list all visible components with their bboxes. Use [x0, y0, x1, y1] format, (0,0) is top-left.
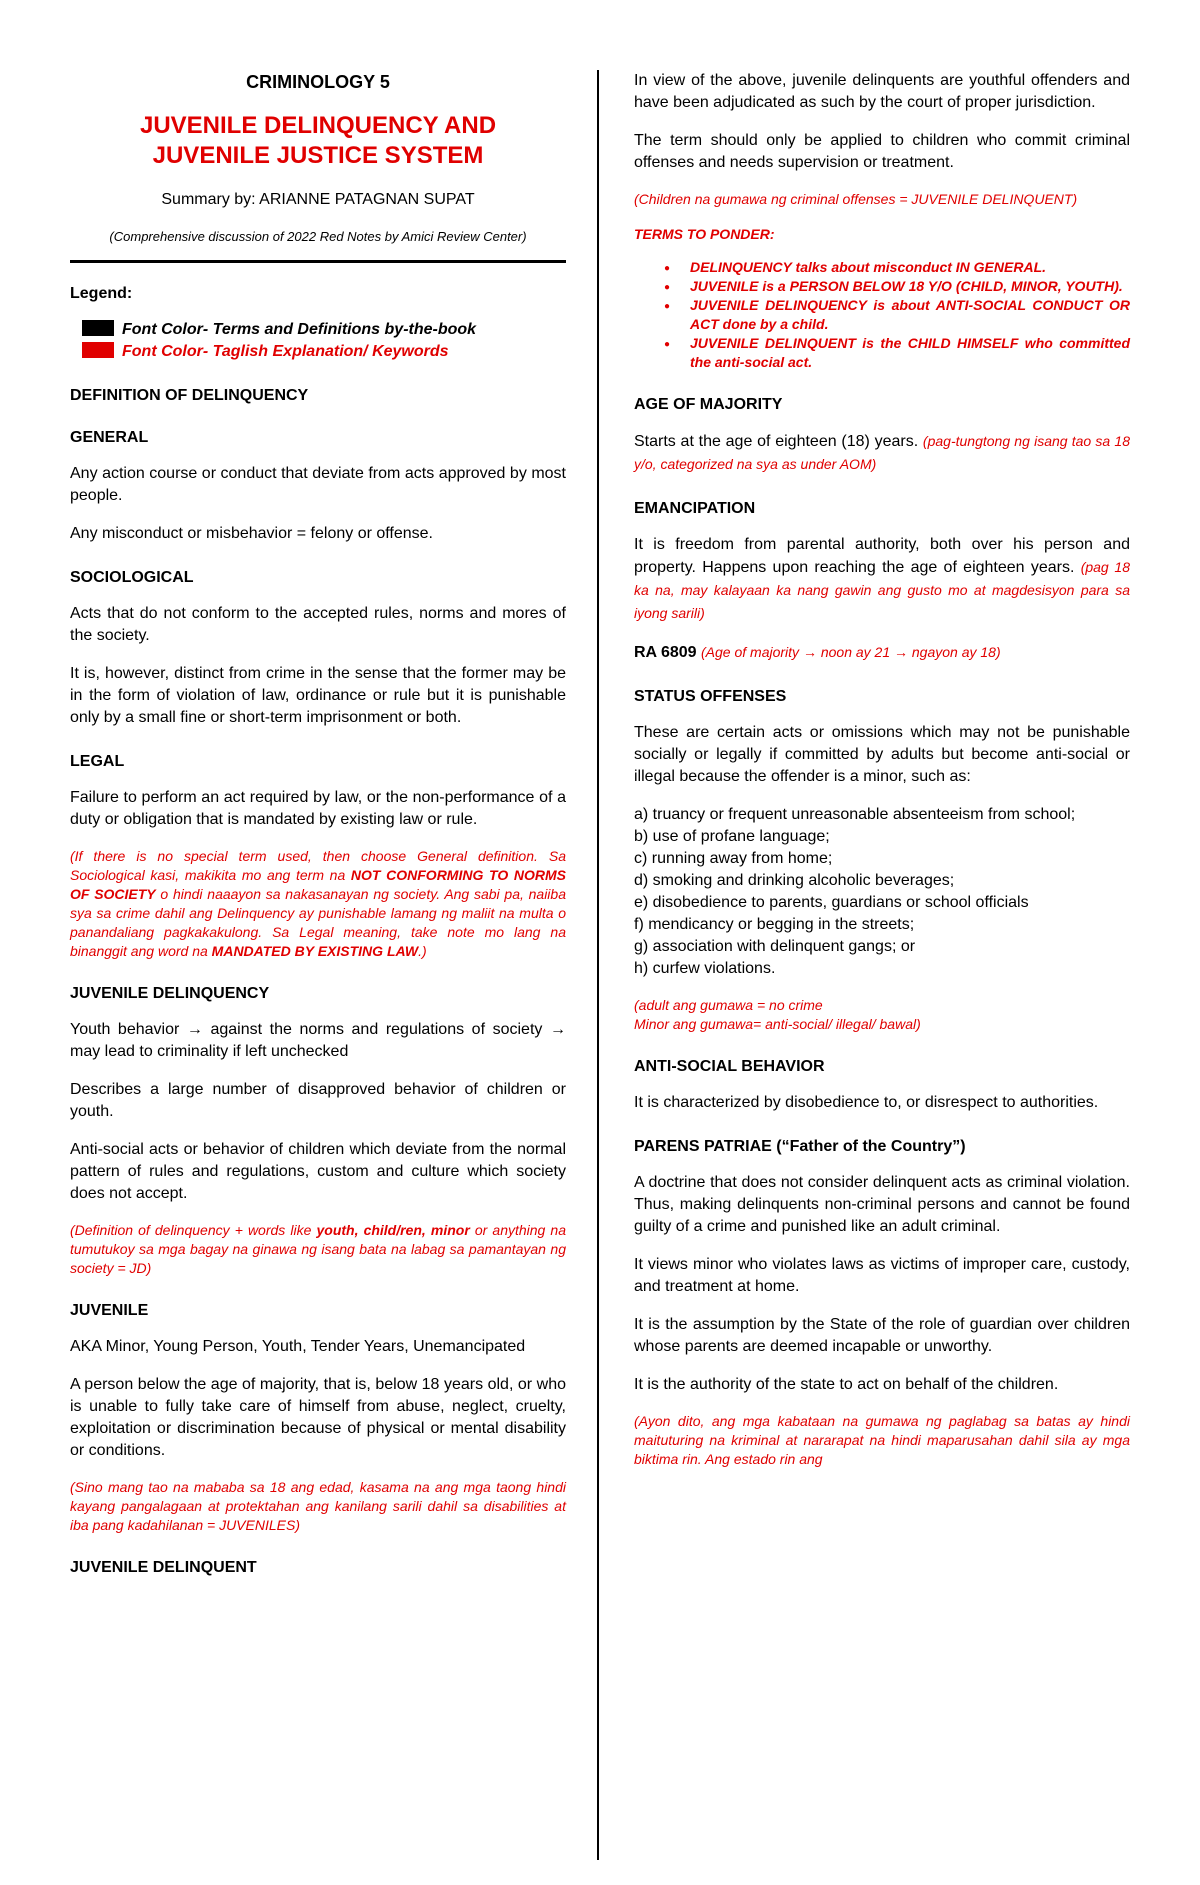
general-heading: GENERAL [70, 429, 149, 446]
status-list-item: f) mendicancy or begging in the streets; [634, 916, 915, 933]
status-note-line-1: (adult ang gumawa = no crime [634, 997, 823, 1013]
title-line-1: JUVENILE DELINQUENCY AND [139, 112, 497, 139]
status-list-item: g) association with delinquent gangs; or [634, 938, 916, 955]
status-list-item: a) truancy or frequent unreasonable absenteeism from school; [634, 806, 1076, 823]
parens-heading: PARENS PATRIAE (“Father of the Country”) [634, 1138, 966, 1155]
ra-label: RA 6809 [634, 644, 697, 661]
legal-note-keyword-1: NOT CONFORMING TO NORMS OF SOCIETY [70, 867, 566, 902]
aom-paragraph [634, 430, 1130, 476]
aom-text: Starts at the age of eighteen (18) years. [634, 433, 923, 450]
aom-heading: AGE OF MAJORITY [634, 396, 783, 413]
header-rule [70, 260, 566, 263]
socio-heading: SOCIOLOGICAL [70, 569, 194, 586]
right-note1: (Children na gumawa ng criminal offenses = JUVENILE DELINQUENT) [634, 191, 1078, 207]
ponder-item: ● JUVENILE DELINQUENCY is about ANTI-SOCIAL CONDUCT OR ACT done by a child. [634, 296, 1130, 334]
red-swatch [82, 342, 114, 358]
jd-note [70, 1221, 566, 1278]
status-list-item: e) disobedience to parents, guardians or school officials [634, 894, 1029, 911]
emancipation-note: (pag 18 ka na, may kalayaan ka nang gawin ang gusto mo at magdesisyon para sa iyong sarili) [634, 559, 1130, 621]
status-list-item: c) running away from home; [634, 850, 833, 867]
legal-note-keyword-2: MANDATED BY EXISTING LAW [211, 943, 419, 959]
general-p2: Any misconduct or misbehavior = felony or offense. [70, 525, 433, 542]
emancipation-paragraph [634, 534, 1130, 625]
juvenile-p2: A person below the age of majority, that is, below 18 years old, or who is unable to fully take care of himself from abuse, neglect, cruelty, exploitation or discrimination because of physical or mental disability or conditions. [70, 1376, 566, 1459]
parens-p3: It is the assumption by the State of the role of guardian over children whose parents are deemed incapable or unworthy. [634, 1316, 1130, 1355]
legend-red-label: Font Color- Taglish Explanation/ Keywords [122, 343, 449, 360]
anti-social-p1: It is characterized by disobedience to, or disrespect to authorities. [634, 1094, 1099, 1111]
status-list-item: b) use of profane language; [634, 828, 830, 845]
parens-p4: It is the authority of the state to act on behalf of the children. [634, 1376, 1059, 1393]
right-column [634, 70, 1130, 1469]
anti-social-heading: ANTI-SOCIAL BEHAVIOR [634, 1058, 825, 1075]
juvenile-p1: AKA Minor, Young Person, Youth, Tender Years, Unemancipated [70, 1338, 526, 1355]
status-note [634, 996, 1130, 1034]
legal-note-a: (If there is no special term used, then choose General definition. Sa Sociological kasi, makikita mo ang term na [70, 848, 566, 883]
legal-heading: LEGAL [70, 753, 125, 770]
status-list-item: d) smoking and drinking alcoholic beverages; [634, 872, 955, 889]
juvenile-note: (Sino mang tao na mababa sa 18 ang edad, kasama na ang mga taong hindi kayang pangalagaan at protektahan ang kanilang sarili dahil sa disabilities at iba pang kadahilanan = JUVENILES) [70, 1479, 566, 1533]
legal-note [70, 847, 566, 961]
legend-title: Legend: [70, 285, 133, 302]
socio-p2: It is, however, distinct from crime in the sense that the former may be in the form of violation of law, ordinance or rule but it is punishable only by a small fine or short-term imprisonment or both. [70, 665, 566, 726]
ra-note: (Age of majority → noon ay 21 → ngayon ay 18) [701, 644, 1001, 660]
summary-by: Summary by: ARIANNE PATAGNAN SUPAT [161, 191, 475, 208]
course-label: CRIMINOLOGY 5 [246, 72, 390, 92]
ponder-item: ● DELINQUENCY talks about misconduct IN GENERAL. [634, 258, 1130, 277]
legal-note-e: .) [418, 943, 427, 959]
legend [70, 319, 566, 363]
left-column [70, 70, 566, 1577]
source-note: (Comprehensive discussion of 2022 Red Notes by Amici Review Center) [109, 229, 527, 244]
title-line-2: JUVENILE JUSTICE SYSTEM [152, 142, 484, 169]
parens-note: (Ayon dito, ang mga kabataan na gumawa ng paglabag sa batas ay hindi maituturing na kriminal at nararapat na hindi maparusahan dahil sila ay mga biktima rin. Ang estado rin ang [634, 1413, 1130, 1467]
document-title [70, 111, 566, 171]
parens-p1: A doctrine that does not consider delinquent acts as criminal violation. Thus, making delinquents non-criminal persons and cannot be found guilty of a crime and punished like an adult criminal. [634, 1174, 1130, 1235]
ponder-list [634, 258, 1130, 372]
status-list [634, 804, 1130, 980]
jd-p2: Describes a large number of disapproved behavior of children or youth. [70, 1081, 566, 1120]
jd-note-a: (Definition of delinquency + words like [70, 1222, 317, 1238]
legal-p1: Failure to perform an act required by law, or the non-performance of a duty or obligation that is mandated by existing law or rule. [70, 789, 566, 828]
jd-p1: Youth behavior → against the norms and regulations of society → may lead to criminality if left unchecked [70, 1021, 566, 1060]
ponder-item: ● JUVENILE DELINQUENT is the CHILD HIMSELF who committed the anti-social act. [634, 334, 1130, 372]
emancipation-heading: EMANCIPATION [634, 500, 756, 517]
juvenile-heading: JUVENILE [70, 1302, 149, 1319]
right-p1: In view of the above, juvenile delinquents are youthful offenders and have been adjudicated as such by the court of proper jurisdiction. [634, 72, 1130, 111]
right-p2: The term should only be applied to children who commit criminal offenses and needs supervision or treatment. [634, 132, 1130, 171]
socio-p1: Acts that do not conform to the accepted rules, norms and mores of the society. [70, 605, 566, 644]
column-divider [597, 70, 599, 1860]
general-p1: Any action course or conduct that deviate from acts approved by most people. [70, 465, 566, 504]
status-note-line-2: Minor ang gumawa= anti-social/ illegal/ bawal) [634, 1016, 921, 1032]
status-heading: STATUS OFFENSES [634, 688, 787, 705]
legal-note-c: o hindi naaayon sa nakasanayan ng society. Ang sabi pa, naiiba sya sa crime dahil ang Delinquency ay punishable lamang ng maliit na multa o panandaliang pagkakakulong. Sa Legal meaning, take note mo lang na binanggit ang word na [70, 886, 566, 959]
parens-p2: It views minor who violates laws as victims of improper care, custody, and treatment at home. [634, 1256, 1130, 1295]
aom-note: (pag-tungtong ng isang tao sa 18 y/o, categorized na sya as under AOM) [634, 433, 1130, 472]
status-p1: These are certain acts or omissions which may not be punishable socially or legally if committed by adults but become anti-social or illegal because the offender is a minor, such as: [634, 724, 1130, 785]
jd-note-c: or anything na tumutukoy sa mga bagay na ginawa ng isang bata na labag sa pamantayan ng society = JD) [70, 1222, 566, 1276]
legend-red-row [82, 341, 566, 363]
def-heading: DEFINITION OF DELINQUENCY [70, 387, 309, 404]
ra-line [634, 641, 1130, 664]
legend-black-label: Font Color- Terms and Definitions by-the-book [122, 321, 477, 338]
emancipation-text: It is freedom from parental authority, both over his person and property. Happens upon reaching the age of eighteen years. [634, 536, 1130, 576]
ponder-heading: TERMS TO PONDER: [634, 226, 775, 242]
juvenile-delinquent-heading: JUVENILE DELINQUENT [70, 1559, 257, 1576]
legend-black-row [82, 319, 566, 341]
ponder-item: ● JUVENILE is a PERSON BELOW 18 Y/O (CHILD, MINOR, YOUTH). [634, 277, 1130, 296]
jd-heading: JUVENILE DELINQUENCY [70, 985, 270, 1002]
black-swatch [82, 320, 114, 336]
jd-note-keyword: youth, child/ren, minor [316, 1222, 470, 1238]
jd-p3: Anti-social acts or behavior of children which deviate from the normal pattern of rules and regulations, custom and culture which society does not accept. [70, 1141, 566, 1202]
status-list-item: h) curfew violations. [634, 960, 776, 977]
